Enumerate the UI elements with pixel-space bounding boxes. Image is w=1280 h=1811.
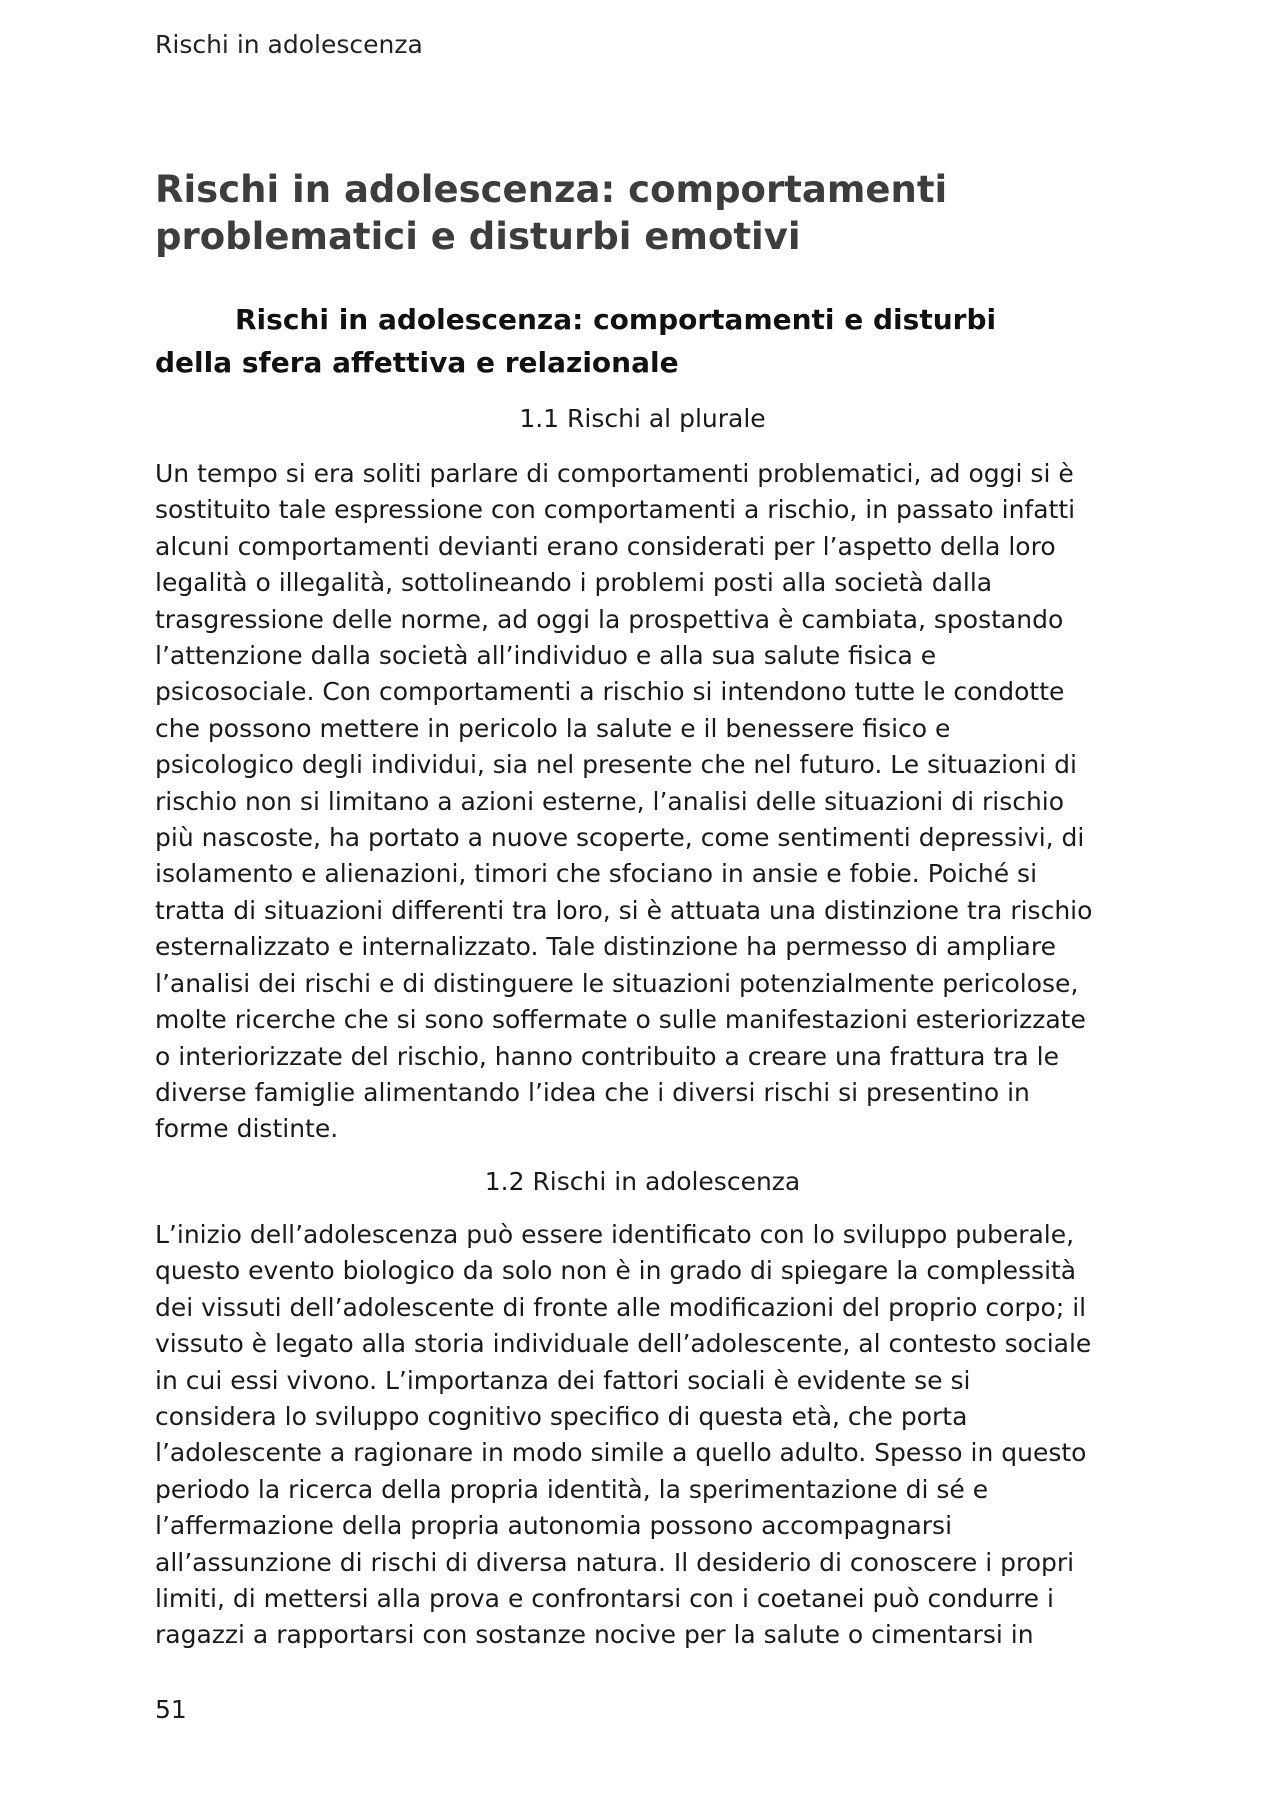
text-line: diverse famiglie alimentando l’idea che i diversi rischi si presentino in xyxy=(155,1077,1030,1107)
paragraph-rischi-in-adolescenza xyxy=(155,1217,1145,1654)
chapter-title-line: problematici e disturbi emotivi xyxy=(155,215,801,258)
text-line: isolamento e alienazioni, timori che sfociano in ansie e fobie. Poiché si xyxy=(155,859,1038,889)
page-number: 51 xyxy=(155,1695,187,1724)
paragraph-rischi-al-plurale xyxy=(155,456,1145,1148)
subsection-title-rischi-in-adolescenza: 1.2 Rischi in adolescenza xyxy=(484,1167,801,1196)
text-line: forme distinte. xyxy=(155,1114,339,1144)
chapter-title-line: Rischi in adolescenza: comportamenti xyxy=(155,168,948,211)
subsection-title-rischi-al-plurale: 1.1 Rischi al plurale xyxy=(519,404,766,433)
text-line: molte ricerche che si sono soffermate o sulle manifestazioni esteriorizzate xyxy=(155,1005,1086,1035)
text-line: l’adolescente a ragionare in modo simile a quello adulto. Spesso in questo xyxy=(155,1438,1087,1468)
text-line: Un tempo si era soliti parlare di comportamenti problematici, ad oggi si è xyxy=(155,459,1074,488)
running-header: Rischi in adolescenza xyxy=(155,30,423,59)
text-line: tratta di situazioni differenti tra loro, si è attuata una distinzione tra rischio xyxy=(155,895,1093,925)
text-line: questo evento biologico da solo non è in grado di spiegare la complessità xyxy=(155,1256,1077,1286)
text-line: sostituito tale espressione con comportamenti a rischio, in passato infatti xyxy=(155,495,1076,525)
text-line: che possono mettere in pericolo la salute e il benessere fisico e xyxy=(155,713,951,743)
text-line: o interiorizzate del rischio, hanno contribuito a creare una frattura tra le xyxy=(155,1041,1060,1071)
chapter-title xyxy=(155,166,1155,260)
text-line: trasgressione delle norme, ad oggi la prospettiva è cambiata, spostando xyxy=(155,604,1064,634)
text-line: alcuni comportamenti devianti erano considerati per l’aspetto della loro xyxy=(155,531,1056,561)
section-heading-line xyxy=(155,298,1145,341)
text-line: periodo la ricerca della propria identità, la sperimentazione di sé e xyxy=(155,1474,989,1504)
text-line: psicologico degli individui, sia nel presente che nel futuro. Le situazioni di xyxy=(155,750,1077,780)
section-heading-text: Rischi in adolescenza: comportamenti e disturbi xyxy=(235,303,997,336)
text-line: considera lo sviluppo cognitivo specifico di questa età, che porta xyxy=(155,1402,968,1432)
text-line: l’attenzione dalla società all’individuo e alla sua salute fisica e xyxy=(155,641,937,671)
text-line: ragazzi a rapportarsi con sostanze nocive per la salute o cimentarsi in xyxy=(155,1620,1034,1650)
text-line: psicosociale. Con comportamenti a rischio si intendono tutte le condotte xyxy=(155,677,1065,707)
section-heading xyxy=(155,298,1145,384)
text-line: rischio non si limitano a azioni esterne, l’analisi delle situazioni di rischio xyxy=(155,786,1065,816)
text-line: limiti, di mettersi alla prova e confrontarsi con i coetanei può condurre i xyxy=(155,1584,1054,1614)
text-line: legalità o illegalità, sottolineando i problemi posti alla società dalla xyxy=(155,568,993,598)
text-line: vissuto è legato alla storia individuale dell’adolescente, al contesto sociale xyxy=(155,1329,1092,1359)
text-line: all’assunzione di rischi di diversa natura. Il desiderio di conoscere i propri xyxy=(155,1547,1075,1577)
text-line: più nascoste, ha portato a nuove scoperte, come sentimenti depressivi, di xyxy=(155,823,1085,853)
text-line: in cui essi vivono. L’importanza dei fattori sociali è evidente se si xyxy=(155,1365,971,1395)
text-line: l’affermazione della propria autonomia possono accompagnarsi xyxy=(155,1511,953,1541)
text-line: l’analisi dei rischi e di distinguere le situazioni potenzialmente pericolose, xyxy=(155,968,1079,998)
text-line: dei vissuti dell’adolescente di fronte alle modificazioni del proprio corpo; il xyxy=(155,1292,1087,1322)
text-line: L’inizio dell’adolescenza può essere identificato con lo sviluppo puberale, xyxy=(155,1220,1075,1249)
text-line: esternalizzato e internalizzato. Tale distinzione ha permesso di ampliare xyxy=(155,932,1056,962)
section-heading-line: della sfera affettiva e relazionale xyxy=(155,346,679,379)
